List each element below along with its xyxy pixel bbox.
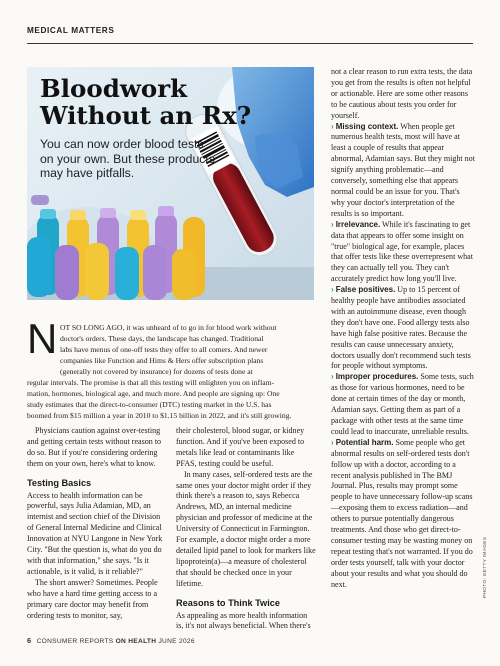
bullet-item: [331, 122, 475, 220]
arrow-icon: ›: [331, 219, 334, 229]
bullet-head: Potential harm.: [335, 437, 394, 447]
body-paragraph: In many cases, self-ordered tests are the same ones your doctor might order if they think there's a reason to, says Rebecca Andrews, MD, an internal medicine physician and professor of medicine at the University of Connecticut in Farmington. For example, a doctor might order a more detailed lipid panel to look for markers like lipoprotein(a)—a measure of cholesterol that should be checked once in your lifetime.: [176, 469, 316, 588]
lede-line: OT SO LONG AGO, it was unheard of to go in for blood work without: [60, 323, 277, 332]
lede-line: mation, hormones, biological age, and much more. And people are signing up: One: [27, 389, 280, 398]
hero-photo: [27, 67, 314, 300]
section-label: MEDICAL MATTERS: [27, 26, 115, 35]
bullet-item: [331, 285, 475, 372]
bullet-body: Some people who get abnormal results on self-ordered tests don't follow up with a doctor, according to a recent analysis published in The BMJ Journal. Plus, results may prompt some people to have unnecessary follow-up scans—exposing them to excess radiation—and others to pursue potentially dangerous treatments. And those who get direct-to-consumer testing may be wasting money on repeat testing that's not warranted. If you do order tests yourself, talk with your doctor about your results and what you should do next.: [331, 437, 473, 589]
column-c: [331, 67, 475, 591]
body-paragraph: not a clear reason to run extra tests, the data you get from the results is often not helpful or actionable. Here are some other reasons to be cautious about tests you order for yourself.: [331, 67, 473, 120]
footer-date: JUNE 2026: [158, 638, 195, 645]
bullet-body: When people get numerous health tests, most will have at least a couple of results that appear abnormal, Adamian says. But they might not signify anything problematic—and conversely, something else that appears normal could be an issue for you. That's why your doctor's interpretation of the results is so important.: [331, 121, 475, 218]
bullet-head: Missing context.: [335, 121, 399, 131]
body-paragraph: As appealing as more health information is, it's not always beneficial. When there's: [176, 610, 311, 631]
bullet-head: False positives.: [335, 285, 396, 295]
footer-section: ON HEALTH: [115, 638, 157, 645]
article-subtitle: You can now order blood tests on your own. But these products may have pitfalls.: [40, 137, 215, 180]
bullet-body: While it's fascinating to get data that appears to offer some insight on "true" biological age, for example, places that offer tests like these overrepresent what they can actually tell you. They can't accurately predict how long you'll live.: [331, 219, 473, 284]
page-number: 6: [27, 636, 32, 645]
footer-brand: CONSUMER REPORTS: [36, 638, 114, 645]
page-footer: [27, 636, 195, 645]
top-rule: [27, 43, 473, 44]
bullet-head: Improper procedures.: [335, 372, 419, 382]
body-paragraph: their cholesterol, blood sugar, or kidney function. And if you've been exposed to metals like lead or contaminants like PFAS, testing could be useful.: [176, 426, 305, 468]
lede-line: study estimates that the direct-to-consumer (DTC) testing market in the U.S. has: [27, 400, 272, 409]
lede-line: labs have menus of one-off tests they offer to all comers. And newer: [60, 345, 268, 354]
bullet-body: Some tests, such as those for various hormones, need to be done at certain times of the day or month, Adamian says. Getting them as part of a package with other tests at the same time could lead to inaccurate, unreliable results.: [331, 372, 474, 436]
subhead-reasons: Reasons to Think Twice: [176, 597, 280, 608]
lede-line: doctor's orders. These days, the landscape has changed. Traditional: [60, 334, 264, 343]
body-paragraph: Access to health information can be powerful, says Julia Adamian, MD, an internist and section chief of the Division of General Internal Medicine and Clinical Innovation at NYU Langone in New York City. "But the question is, what do you do with that information," she says. "Is it actionable, is it valid, is it reliable?": [27, 490, 163, 576]
arrow-icon: ›: [331, 121, 334, 131]
body-paragraph: The short answer? Sometimes. People who have a hard time getting access to a primary care doctor may benefit from ordering tests to monitor, say,: [27, 577, 158, 620]
article-title: [40, 75, 260, 129]
column-b: [176, 426, 316, 632]
arrow-icon: ›: [331, 285, 334, 295]
bullet-item: [331, 220, 475, 285]
lede-line: (generally not covered by insurance) for dozens of tests done at: [60, 367, 253, 376]
bullet-item: [331, 372, 475, 437]
arrow-icon: ›: [331, 372, 334, 382]
drop-cap: N: [27, 315, 58, 362]
lede-line: companies like Function and Hims & Hers offer subscription plans: [60, 356, 264, 365]
photo-credit: PHOTO: GETTY IMAGES: [483, 536, 488, 598]
subhead-testing-basics: Testing Basics: [27, 477, 92, 488]
column-a: [27, 426, 165, 621]
arrow-icon: ›: [331, 437, 334, 447]
lede-line: boomed from $15 million a year in 2010 to $1.15 billion in 2022, and it's still growing.: [27, 411, 292, 420]
lede-line: regular intervals. The promise is that all this testing will enlighten you on inflam-: [27, 378, 275, 387]
bullet-item: [331, 438, 475, 591]
body-paragraph: Physicians caution against over-testing and getting certain tests without reason to do so. But if you're considering ordering them on your own, here's what to know.: [27, 426, 162, 468]
title-line-2: Without an Rx?: [40, 101, 252, 130]
bullet-head: Irrelevance.: [335, 219, 381, 229]
bullet-body: Up to 15 percent of healthy people have antibodies associated with an autoimmune disease, even though they don't have one. Food allergy tests also have high false positive rates. Because the results can cause unnecessary anxiety, doctors usually don't recommend such tests for people without symptoms.: [331, 285, 471, 371]
title-line-1: Bloodwork: [40, 74, 188, 103]
